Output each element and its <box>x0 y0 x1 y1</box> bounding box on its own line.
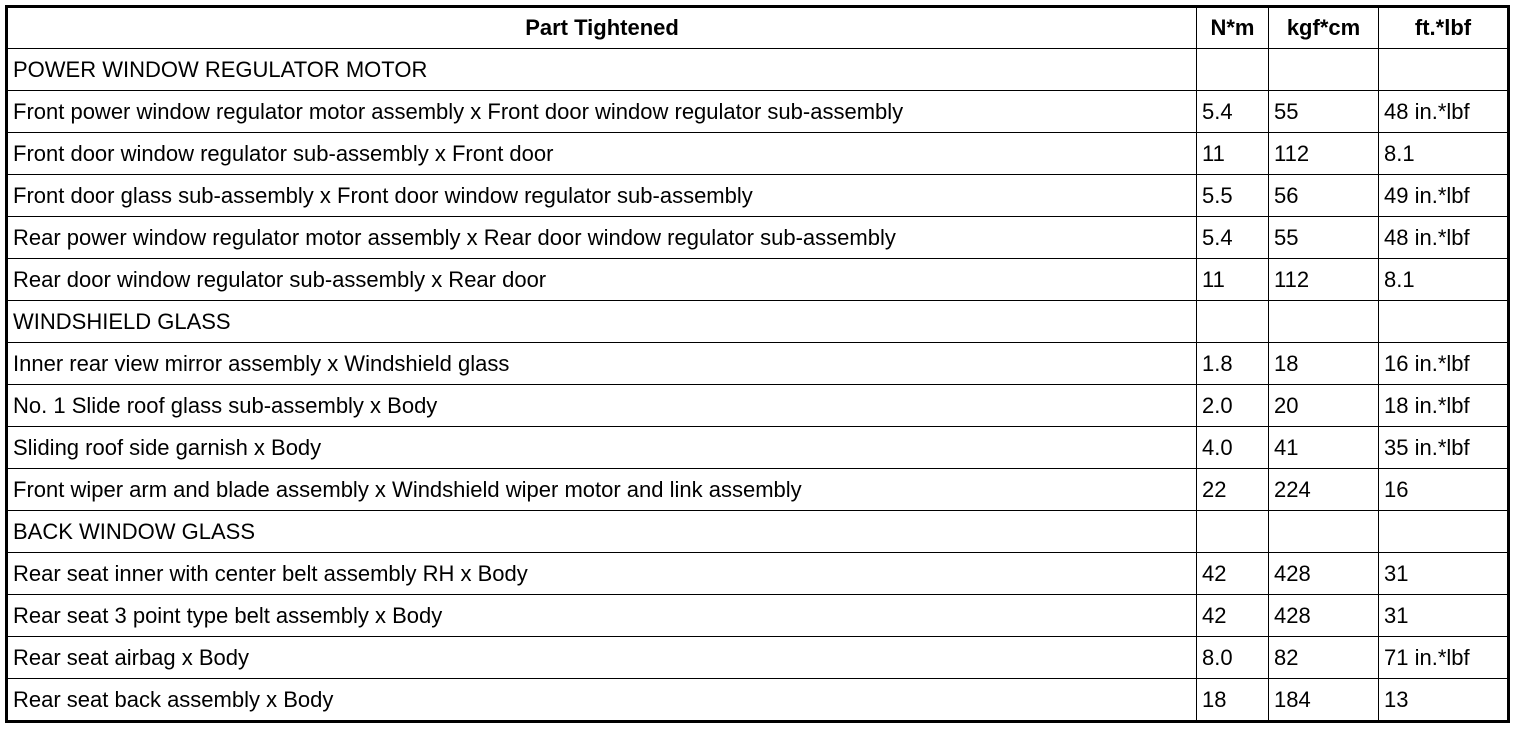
header-ft-lbf: ft.*lbf <box>1379 7 1509 49</box>
cell-part: POWER WINDOW REGULATOR MOTOR <box>7 49 1197 91</box>
cell-ft-lbf: 8.1 <box>1379 259 1509 301</box>
cell-part: Rear seat 3 point type belt assembly x Body <box>7 595 1197 637</box>
cell-part: No. 1 Slide roof glass sub-assembly x Body <box>7 385 1197 427</box>
cell-nm: 5.4 <box>1197 217 1269 259</box>
cell-ft-lbf <box>1379 301 1509 343</box>
cell-nm: 8.0 <box>1197 637 1269 679</box>
cell-part: Inner rear view mirror assembly x Windshield glass <box>7 343 1197 385</box>
cell-nm: 22 <box>1197 469 1269 511</box>
cell-nm: 4.0 <box>1197 427 1269 469</box>
cell-part: Rear door window regulator sub-assembly x Rear door <box>7 259 1197 301</box>
cell-kgf-cm: 55 <box>1269 91 1379 133</box>
cell-nm: 42 <box>1197 553 1269 595</box>
cell-ft-lbf <box>1379 511 1509 553</box>
cell-part: Rear seat airbag x Body <box>7 637 1197 679</box>
cell-ft-lbf <box>1379 49 1509 91</box>
table-row <box>7 133 1509 175</box>
cell-kgf-cm: 82 <box>1269 637 1379 679</box>
cell-part: BACK WINDOW GLASS <box>7 511 1197 553</box>
cell-nm: 42 <box>1197 595 1269 637</box>
table-header-row <box>7 7 1509 49</box>
cell-part: WINDSHIELD GLASS <box>7 301 1197 343</box>
cell-nm <box>1197 511 1269 553</box>
cell-nm: 1.8 <box>1197 343 1269 385</box>
cell-nm: 2.0 <box>1197 385 1269 427</box>
table-row <box>7 343 1509 385</box>
cell-nm <box>1197 301 1269 343</box>
cell-kgf-cm: 112 <box>1269 133 1379 175</box>
table-row <box>7 217 1509 259</box>
cell-nm: 18 <box>1197 679 1269 722</box>
cell-kgf-cm: 55 <box>1269 217 1379 259</box>
cell-ft-lbf: 48 in.*lbf <box>1379 217 1509 259</box>
cell-kgf-cm: 20 <box>1269 385 1379 427</box>
cell-ft-lbf: 16 <box>1379 469 1509 511</box>
cell-nm: 5.4 <box>1197 91 1269 133</box>
torque-spec-table <box>5 5 1510 723</box>
table-row <box>7 679 1509 722</box>
cell-part: Sliding roof side garnish x Body <box>7 427 1197 469</box>
cell-ft-lbf: 18 in.*lbf <box>1379 385 1509 427</box>
cell-part: Front power window regulator motor assembly x Front door window regulator sub-assembly <box>7 91 1197 133</box>
table-row <box>7 595 1509 637</box>
table-row <box>7 553 1509 595</box>
cell-ft-lbf: 48 in.*lbf <box>1379 91 1509 133</box>
header-kgf-cm: kgf*cm <box>1269 7 1379 49</box>
cell-kgf-cm: 224 <box>1269 469 1379 511</box>
cell-nm: 11 <box>1197 133 1269 175</box>
cell-kgf-cm: 428 <box>1269 553 1379 595</box>
table-row <box>7 49 1509 91</box>
cell-part: Front door glass sub-assembly x Front door window regulator sub-assembly <box>7 175 1197 217</box>
cell-ft-lbf: 35 in.*lbf <box>1379 427 1509 469</box>
cell-ft-lbf: 31 <box>1379 553 1509 595</box>
cell-nm: 11 <box>1197 259 1269 301</box>
table-row <box>7 301 1509 343</box>
cell-part: Rear seat inner with center belt assembly RH x Body <box>7 553 1197 595</box>
cell-kgf-cm: 184 <box>1269 679 1379 722</box>
cell-part: Rear power window regulator motor assembly x Rear door window regulator sub-assembly <box>7 217 1197 259</box>
table-row <box>7 259 1509 301</box>
cell-kgf-cm <box>1269 511 1379 553</box>
cell-nm: 5.5 <box>1197 175 1269 217</box>
cell-kgf-cm: 428 <box>1269 595 1379 637</box>
cell-nm <box>1197 49 1269 91</box>
cell-kgf-cm <box>1269 49 1379 91</box>
cell-part: Rear seat back assembly x Body <box>7 679 1197 722</box>
table-row <box>7 511 1509 553</box>
table-row <box>7 385 1509 427</box>
cell-ft-lbf: 16 in.*lbf <box>1379 343 1509 385</box>
cell-ft-lbf: 31 <box>1379 595 1509 637</box>
cell-kgf-cm <box>1269 301 1379 343</box>
cell-ft-lbf: 71 in.*lbf <box>1379 637 1509 679</box>
cell-kgf-cm: 18 <box>1269 343 1379 385</box>
cell-kgf-cm: 56 <box>1269 175 1379 217</box>
table-row <box>7 469 1509 511</box>
header-part-tightened: Part Tightened <box>7 7 1197 49</box>
table-row <box>7 175 1509 217</box>
cell-kgf-cm: 112 <box>1269 259 1379 301</box>
table-row <box>7 637 1509 679</box>
table-row <box>7 427 1509 469</box>
table-row <box>7 91 1509 133</box>
cell-ft-lbf: 13 <box>1379 679 1509 722</box>
header-nm: N*m <box>1197 7 1269 49</box>
cell-part: Front door window regulator sub-assembly x Front door <box>7 133 1197 175</box>
cell-ft-lbf: 49 in.*lbf <box>1379 175 1509 217</box>
cell-ft-lbf: 8.1 <box>1379 133 1509 175</box>
cell-part: Front wiper arm and blade assembly x Windshield wiper motor and link assembly <box>7 469 1197 511</box>
cell-kgf-cm: 41 <box>1269 427 1379 469</box>
